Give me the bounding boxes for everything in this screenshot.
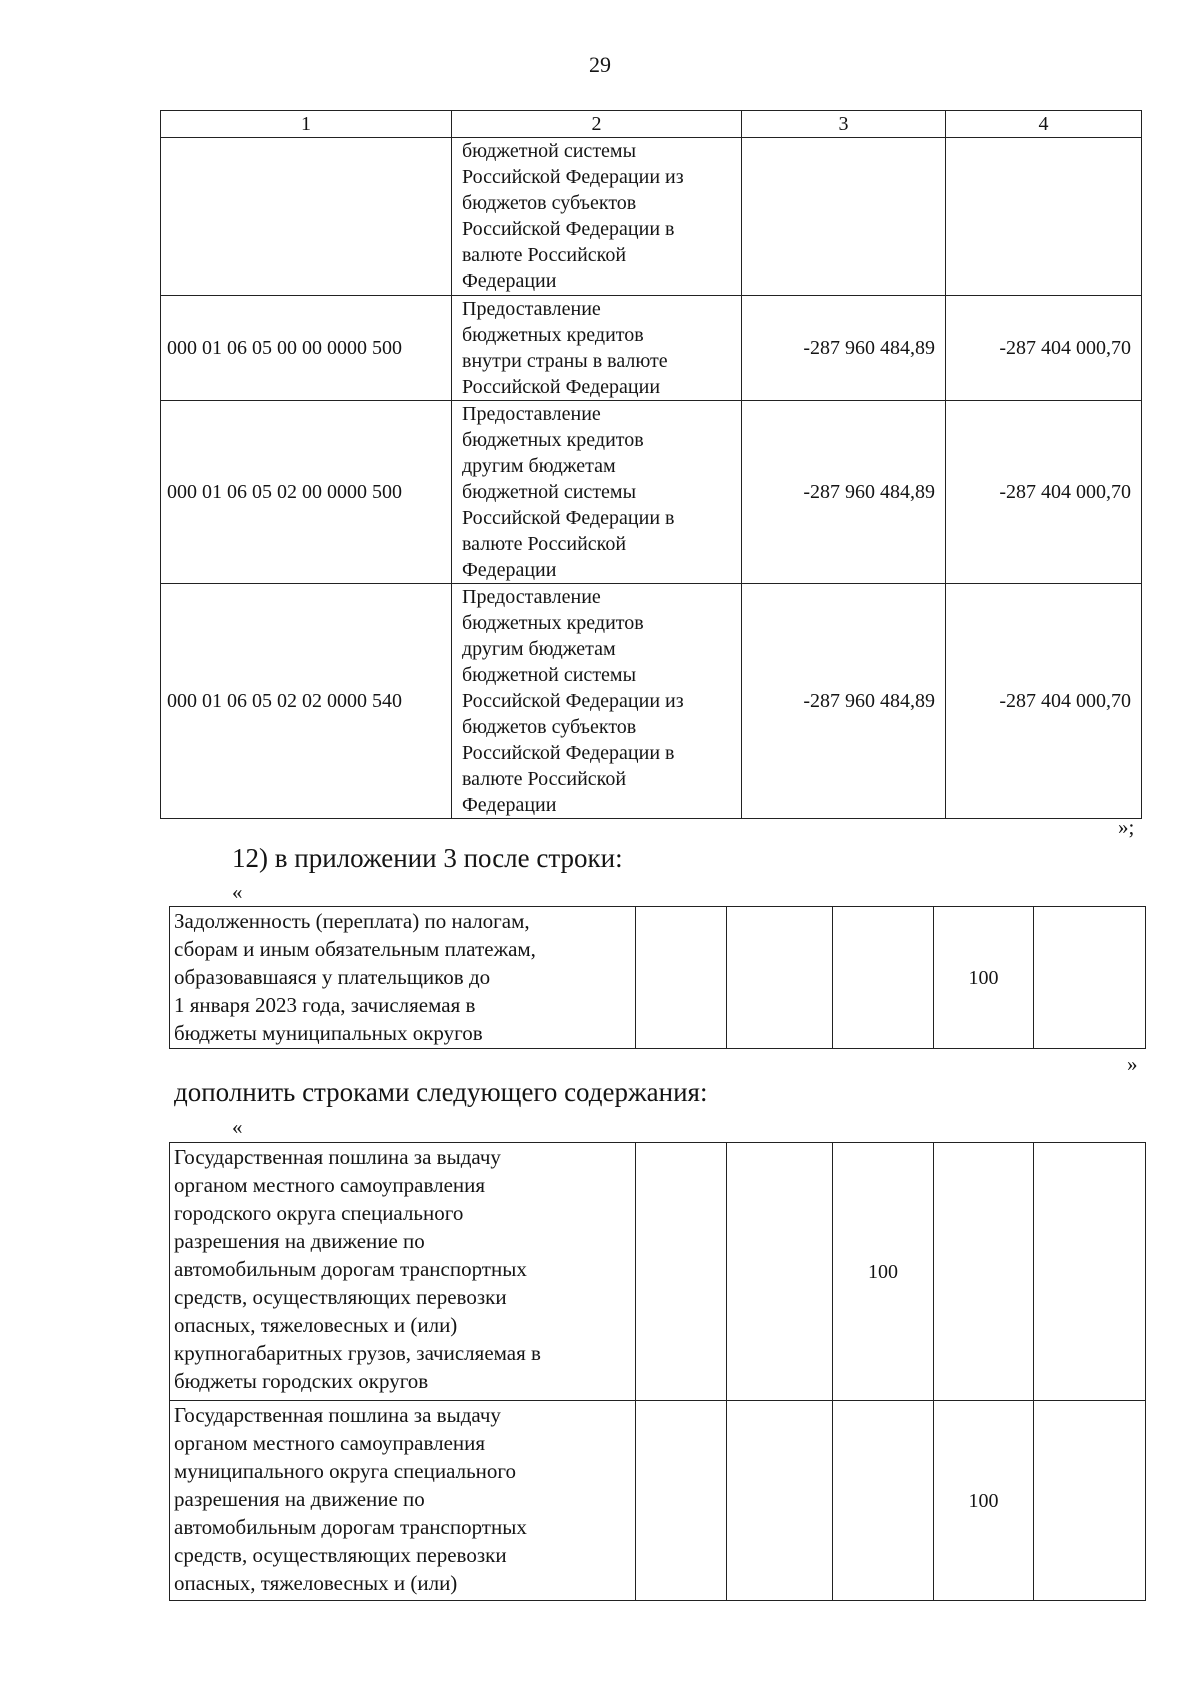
paragraph-12: 12) в приложении 3 после строки: [232, 843, 623, 873]
description-line: внутри страны в валюте [462, 350, 668, 372]
header-cell: 2 [452, 111, 742, 138]
opening-quote: « [232, 880, 243, 904]
norm-cell [727, 1143, 833, 1401]
description-cell [170, 1143, 636, 1401]
table-header-row [161, 111, 1142, 138]
amount-cell: -287 960 484,89 [742, 296, 946, 401]
norm-cell: 100 [934, 1401, 1034, 1601]
description-line: разрешения на движение по [174, 1487, 425, 1511]
table-row [170, 1143, 1146, 1401]
description-line: бюджетной системы [462, 481, 637, 503]
description-cell [452, 401, 742, 584]
amount-cell [946, 138, 1142, 296]
description-line: опасных, тяжеловесных и (или) [174, 1313, 458, 1337]
description-line: средств, осуществляющих перевозки [174, 1543, 507, 1567]
description-line: средств, осуществляющих перевозки [174, 1285, 507, 1309]
amount-cell: -287 960 484,89 [742, 401, 946, 584]
description-line: Российской Федерации в [462, 507, 675, 529]
header-cell: 4 [946, 111, 1142, 138]
description-line: Российской Федерации в [462, 218, 675, 240]
description-line: городского округа специального [174, 1201, 464, 1225]
amount-cell: -287 960 484,89 [742, 584, 946, 819]
norm-cell [833, 1401, 934, 1601]
description-line: разрешения на движение по [174, 1229, 425, 1253]
header-cell: 3 [742, 111, 946, 138]
table-row [161, 401, 1142, 584]
amount-cell [742, 138, 946, 296]
norm-cell [934, 1143, 1034, 1401]
norm-cell [636, 1143, 727, 1401]
description-line: валюте Российской [462, 768, 627, 790]
description-line: муниципального округа специального [174, 1459, 516, 1483]
norm-cell [1034, 1401, 1146, 1601]
norm-cell [727, 907, 833, 1049]
description-line: Задолженность (переплата) по налогам, [174, 909, 530, 933]
norm-cell [727, 1401, 833, 1601]
description-line: бюджетов субъектов [462, 716, 637, 738]
description-line: органом местного самоуправления [174, 1431, 486, 1455]
page-number: 29 [589, 52, 611, 77]
description-line: органом местного самоуправления [174, 1173, 486, 1197]
description-line: Государственная пошлина за выдачу [174, 1403, 501, 1427]
header-cell: 1 [161, 111, 452, 138]
code-cell: 000 01 06 05 00 00 0000 500 [161, 296, 452, 401]
table-row [170, 1401, 1146, 1601]
description-line: сборам и иным обязательным платежам, [174, 937, 536, 961]
description-line: бюджетных кредитов [462, 324, 644, 346]
description-line: Федерации [462, 270, 557, 292]
description-line: образовавшаяся у плательщиков до [174, 965, 491, 989]
appendix-3-existing-row-table [169, 906, 1146, 1049]
norm-cell [1034, 907, 1146, 1049]
description-line: Государственная пошлина за выдачу [174, 1145, 501, 1169]
description-line: Предоставление [462, 403, 601, 425]
description-line: автомобильным дорогам транспортных [174, 1515, 527, 1539]
description-cell [170, 1401, 636, 1601]
description-line: бюджетной системы [462, 140, 637, 162]
code-cell: 000 01 06 05 02 00 0000 500 [161, 401, 452, 584]
norm-cell [636, 1401, 727, 1601]
description-line: валюте Российской [462, 533, 627, 555]
table-row [161, 584, 1142, 819]
appendix-3-new-rows-table [169, 1142, 1146, 1601]
description-line: Предоставление [462, 586, 601, 608]
description-line: бюджетов субъектов [462, 192, 637, 214]
amount-cell: -287 404 000,70 [946, 584, 1142, 819]
description-line: крупногабаритных грузов, зачисляемая в [174, 1341, 541, 1365]
description-line: автомобильным дорогам транспортных [174, 1257, 527, 1281]
description-line: бюджетных кредитов [462, 612, 644, 634]
description-line: опасных, тяжеловесных и (или) [174, 1571, 458, 1595]
norm-cell [636, 907, 727, 1049]
description-cell [452, 296, 742, 401]
description-line: Российской Федерации в [462, 742, 675, 764]
sources-financing-table [160, 110, 1142, 819]
description-line: валюте Российской [462, 244, 627, 266]
description-line: другим бюджетам [462, 638, 616, 660]
paragraph-supplement: дополнить строками следующего содержания: [174, 1077, 708, 1107]
description-line: Предоставление [462, 298, 601, 320]
description-line: Российской Федерации [462, 376, 661, 398]
amount-cell: -287 404 000,70 [946, 401, 1142, 584]
closing-quote: » [1127, 1052, 1138, 1076]
description-line: бюджетной системы [462, 664, 637, 686]
description-line: 1 января 2023 года, зачисляемая в [174, 993, 476, 1017]
description-line: бюджеты муниципальных округов [174, 1021, 483, 1045]
norm-cell [1034, 1143, 1146, 1401]
code-cell [161, 138, 452, 296]
description-line: Российской Федерации из [462, 166, 684, 188]
opening-quote: « [232, 1115, 243, 1139]
norm-cell [833, 907, 934, 1049]
description-line: бюджетных кредитов [462, 429, 644, 451]
table-row [161, 296, 1142, 401]
description-line: бюджеты городских округов [174, 1369, 429, 1393]
closing-quote: »; [1118, 815, 1135, 839]
table-row [170, 907, 1146, 1049]
norm-cell: 100 [833, 1143, 934, 1401]
description-cell [452, 584, 742, 819]
code-cell: 000 01 06 05 02 02 0000 540 [161, 584, 452, 819]
amount-cell: -287 404 000,70 [946, 296, 1142, 401]
table-row [161, 138, 1142, 296]
description-line: другим бюджетам [462, 455, 616, 477]
description-cell [170, 907, 636, 1049]
norm-cell: 100 [934, 907, 1034, 1049]
description-line: Федерации [462, 559, 557, 581]
description-line: Федерации [462, 794, 557, 816]
description-line: Российской Федерации из [462, 690, 684, 712]
description-cell [452, 138, 742, 296]
